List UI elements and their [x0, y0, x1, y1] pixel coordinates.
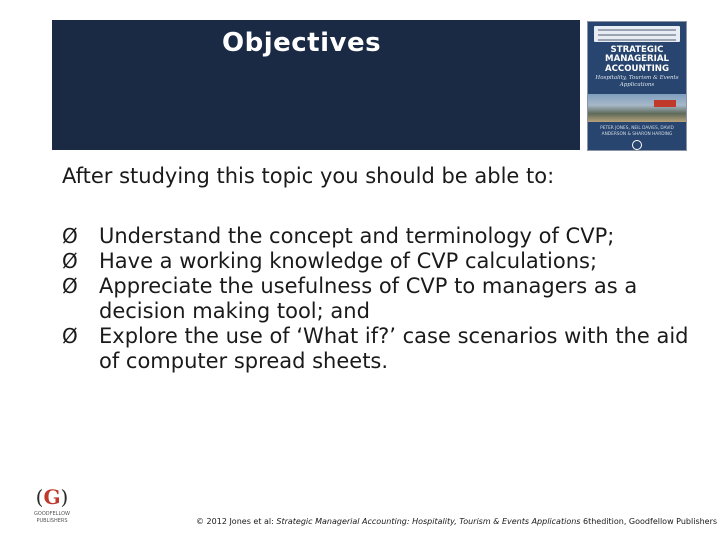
objective-item: [62, 224, 692, 249]
arrow-bullet-icon: Ø: [62, 249, 78, 273]
objective-text: Explore the use of ‘What if?’ case scenarios with the aid of computer spread sheets.: [99, 324, 689, 373]
slide-title: Objectives: [222, 28, 382, 58]
copyright-footer: [196, 517, 716, 526]
intro-text: After studying this topic you should be able to:: [62, 164, 555, 188]
footer-prefix: © 2012 Jones et al:: [196, 517, 277, 526]
footer-suffix: edition, Goodfellow Publishers: [596, 517, 718, 526]
book-cover-title-line2: MANAGERIAL: [605, 54, 669, 65]
arrow-bullet-icon: Ø: [62, 324, 78, 348]
goodfellow-logo-line2: PUBLISHERS: [36, 518, 68, 524]
footer-edition: 6th: [580, 517, 597, 526]
objective-text: Appreciate the usefulness of CVP to managers as a decision making tool; and: [99, 274, 638, 323]
book-cover-subtitle: Hospitality, Tourism & Events Applications: [595, 75, 679, 88]
objective-text: Have a working knowledge of CVP calculations;: [99, 249, 598, 273]
book-cover-image: [587, 21, 687, 151]
goodfellow-logo-mark: (G): [35, 485, 69, 509]
goodfellow-logo: [28, 485, 76, 527]
objective-item: [62, 274, 692, 324]
objective-item: [62, 324, 692, 374]
goodfellow-logo-line1: GOODFELLOW: [34, 511, 70, 517]
book-cover-photo: [588, 94, 687, 122]
footer-book-title: Strategic Managerial Accounting: Hospitality, Tourism & Events Applications: [276, 517, 581, 526]
objectives-list: [62, 224, 692, 374]
book-cover-title: [592, 46, 682, 74]
objective-text: Understand the concept and terminology of CVP;: [99, 224, 615, 248]
book-cover-authors: PETER JONES, NEIL DAVIES, DAVID ANDERSON & SHARON HARDING: [600, 126, 674, 137]
arrow-bullet-icon: Ø: [62, 274, 78, 298]
book-cover-title-line1: STRATEGIC: [610, 45, 664, 55]
book-cover-photo-tag: [654, 100, 676, 107]
book-cover-publisher-logo: [632, 140, 642, 150]
book-cover-title-line3: ACCOUNTING: [604, 63, 670, 74]
book-cover-topstrip: [594, 26, 680, 42]
objective-item: [62, 249, 692, 274]
arrow-bullet-icon: Ø: [62, 224, 78, 248]
